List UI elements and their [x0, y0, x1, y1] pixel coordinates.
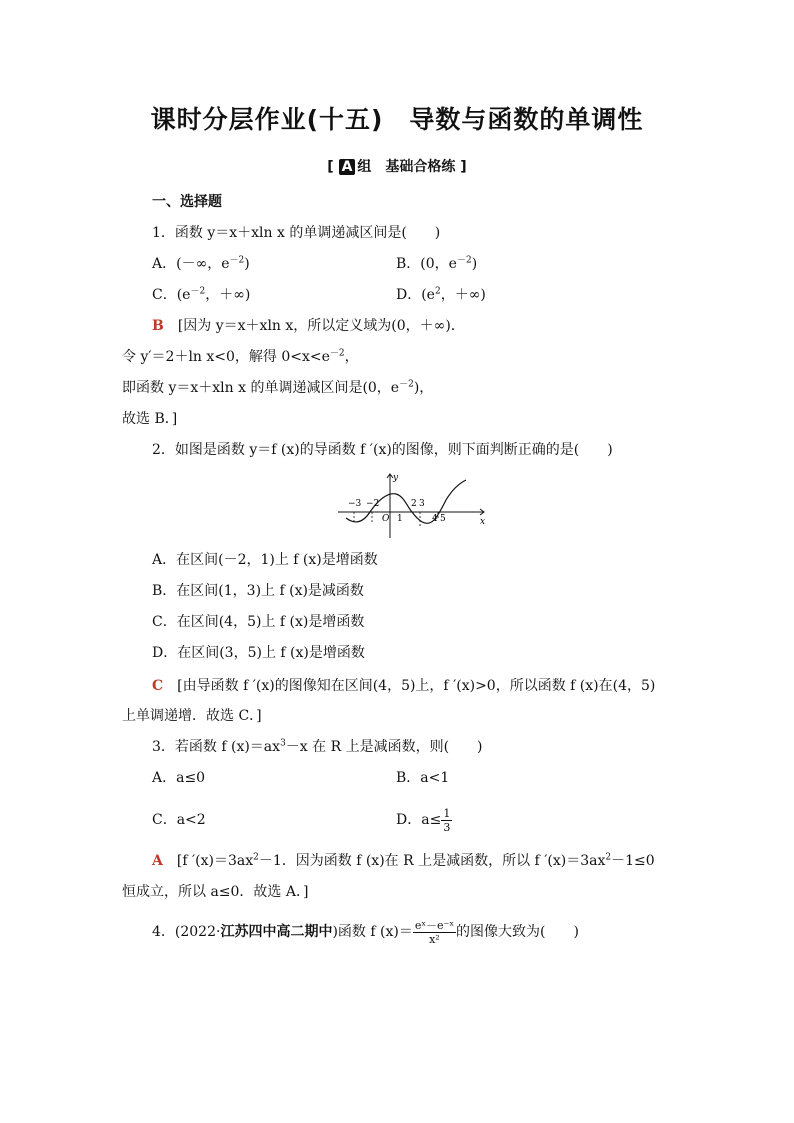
q1-option-b: B．(0，$e^{-2}$) [396, 255, 478, 272]
q2-solution-line-2: 上单调递增．故选 C．] [122, 708, 262, 724]
group-label: 组 基础合格练 [357, 159, 456, 175]
q3-solution-line-1: A [f $'(x)=3ax^2-1$．因为函数 f (x)在 R 上是减函数，所以 f $'(x)=3ax^2-1\le 0$ [152, 852, 655, 869]
derivative-graph [334, 470, 490, 540]
q3-stem: 3．若函数 f $(x)=ax^3-x$ 在 R 上是减函数，则( ) [152, 738, 483, 755]
q2-option-c: C．在区间(4，5)上 f (x)是增函数 [152, 614, 365, 630]
q2-option-d: D．在区间(3，5)上 f (x)是增函数 [152, 645, 365, 661]
q1-answer: B [152, 318, 164, 334]
q1-option-a: A．(－∞，$e^{-2}$) [152, 255, 250, 272]
derivative-curve [346, 480, 466, 523]
tick-label-3: 3 [419, 499, 425, 509]
tick-label-1: 1 [397, 514, 403, 524]
tick-label-2: 2 [411, 499, 417, 509]
q3-answer: A [152, 853, 163, 869]
q3-option-d-fraction: $\frac{1}{3}$ [443, 806, 451, 834]
x-axis-label: x [480, 517, 486, 527]
group-badge: A [339, 159, 356, 175]
q3-option-a: A．a≤0 [152, 770, 206, 786]
q1-option-d: D．($e^2$，＋∞) [396, 286, 486, 303]
q3-option-c: C．a<2 [152, 812, 206, 828]
q2-stem: 2．如图是函数 y＝f (x)的导函数 f ′(x)的图像，则下面判断正确的是( ) [152, 442, 613, 458]
tick-label-neg2: −2 [366, 499, 380, 509]
q4-fraction: $\frac{\text{eˣ－e⁻ˣ}}{\text{x²}}$ [414, 918, 454, 946]
q2-answer: C [152, 678, 164, 694]
y-axis-label: y [393, 473, 399, 483]
q3-solution-line-2: 恒成立，所以 a≤0．故选 A．] [122, 884, 309, 900]
section-heading: 一、选择题 [152, 194, 222, 210]
q1-solution-line-4: 故选 B．] [122, 411, 178, 427]
q2-solution-line-1: C [由导函数 f ′(x)的图像知在区间(4，5)上，f ′(x)>0，所以函数 f (x)在(4，5) [152, 678, 656, 694]
page-title: 课时分层作业(十五) 导数与函数的单调性 [150, 105, 644, 134]
q1-solution-line-2: 令 y′＝2＋ln x<0，解得 $0<x<e^{-2}$， [122, 348, 359, 365]
q3-option-b: B．a<1 [396, 770, 450, 786]
q1-option-c: C．($e^{-2}$，＋∞) [152, 286, 251, 303]
origin-label: O [382, 514, 390, 524]
bracket-open: [ [327, 159, 334, 175]
tick-label-5: 5 [440, 514, 446, 524]
tick-label-neg3: −3 [348, 499, 362, 509]
bracket-close: ] [460, 159, 467, 175]
group-header [0, 156, 794, 176]
q4-source: 江苏四中高二期中 [220, 924, 333, 940]
tick-label-4: 4 [432, 514, 438, 524]
q1-solution-line-1: B [因为 y＝x＋xln x，所以定义域为(0，＋∞)． [152, 318, 465, 334]
q2-option-a: A．在区间(－2，1)上 f (x)是增函数 [152, 552, 378, 568]
q2-option-b: B．在区间(1，3)上 f (x)是减函数 [152, 583, 364, 599]
q1-stem: 1．函数 y＝x＋xln x 的单调递减区间是( ) [152, 225, 441, 241]
q1-solution-line-3: 即函数 y＝x＋xln x 的单调递减区间是(0，$e^{-2}$)， [122, 379, 434, 396]
q4-stem: 4．(2022·江苏四中高二期中)函数 f (x)＝ $\frac{\text{eˣ－e⁻ˣ}}{\text{x²}}$ 的图像大致为( ) [152, 918, 579, 946]
q3-option-d: D．a≤ $\frac{1}{3}$ [396, 806, 451, 834]
